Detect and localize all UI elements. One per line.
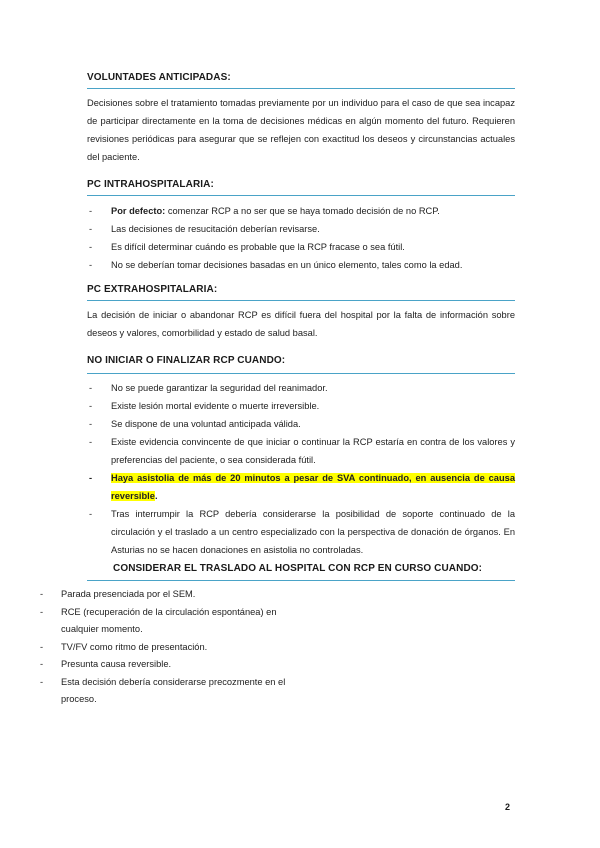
paragraph-voluntades-anticipadas: Decisiones sobre el tratamiento tomadas previamente por un individuo para el caso de que sea incapaz de participar directamente en la toma de decisiones médicas en algún momento del futuro. Requieren revisiones periódicas para asegurar que se reflejen con exactitud los deseos y circunstancias actuales del paciente.: [87, 98, 515, 162]
list-item: [40, 674, 300, 709]
section-rule: [87, 88, 515, 89]
list-no-iniciar-rcp: [87, 379, 515, 559]
heading-pc-intrahospitalaria: PC INTRAHOSPITALARIA:: [87, 179, 214, 190]
bullet-dash: -: [40, 641, 44, 652]
section-rule: [87, 300, 515, 301]
bullet-dash: -: [40, 659, 44, 669]
bullet-dash: -: [89, 224, 93, 234]
list-item-text: Existe evidencia convincente de que iniciar o continuar la RCP estaría en contra de los valores y preferencias del paciente, o sea considerada fútil.: [111, 437, 515, 465]
list-item-text: Parada presenciada por el SEM.: [61, 589, 196, 599]
list-item-text: No se puede garantizar la seguridad del reanimador.: [111, 383, 328, 393]
list-considerar-traslado: [40, 586, 300, 709]
bullet-dash: -: [89, 437, 93, 447]
list-item-text: Esta decisión debería considerarse precozmente en el proceso.: [61, 676, 286, 704]
list-item-text: No se deberían tomar decisiones basadas en un único elemento, tales como la edad.: [111, 260, 463, 270]
list-item-text: Presunta causa reversible.: [61, 659, 172, 669]
section-rule: [87, 195, 515, 196]
section-rule: [87, 373, 515, 374]
highlighted-text: Haya asistolia de más de 20 minutos a pesar de SVA continuado, en ausencia de causa reversible: [111, 473, 515, 501]
list-item: [40, 639, 300, 657]
heading-voluntades-anticipadas: VOLUNTADES ANTICIPADAS:: [87, 72, 231, 83]
bullet-dash: -: [89, 242, 93, 252]
list-item: [87, 505, 515, 559]
page-number: 2: [505, 802, 511, 812]
bullet-dash: -: [89, 383, 93, 393]
list-item: [87, 220, 515, 238]
bullet-dash: -: [89, 401, 93, 411]
list-item-text: Existe lesión mortal evidente o muerte irreversible.: [111, 401, 320, 411]
bullet-dash: -: [89, 260, 93, 270]
bullet-dash: -: [89, 473, 93, 483]
bullet-dash: -: [89, 509, 93, 519]
list-item: [87, 415, 515, 433]
bullet-dash: -: [40, 589, 44, 599]
list-pc-intrahospitalaria: [87, 202, 515, 274]
list-item-text: Tras interrumpir la RCP debería considerarse la posibilidad de soporte continuado de la circulación y el traslado a un centro especializado con la perspectiva de donación de órganos. En Asturias no se hacen donaciones en asistolia no controladas.: [111, 509, 515, 555]
list-item: [87, 379, 515, 397]
list-item-text: comenzar RCP a no ser que se haya tomado decisión de no RCP.: [165, 206, 440, 216]
list-item: [87, 256, 515, 274]
list-item: [87, 238, 515, 256]
list-item: [40, 586, 300, 604]
list-item: [87, 202, 515, 220]
paragraph-pc-extrahospitalaria: La decisión de iniciar o abandonar RCP es difícil fuera del hospital por la falta de información sobre deseos y valores, comorbilidad y estado de salud basal.: [87, 310, 515, 338]
bullet-dash: -: [40, 676, 44, 687]
list-item: [87, 433, 515, 469]
list-item: [40, 656, 300, 674]
list-item-text: Las decisiones de resucitación deberían revisarse.: [111, 224, 320, 234]
list-item-text: RCE (recuperación de la circulación espontánea) en cualquier momento.: [61, 606, 277, 634]
bullet-dash: -: [89, 419, 93, 429]
list-item: [40, 604, 300, 639]
highlight-suffix: .: [154, 491, 158, 501]
heading-no-iniciar-rcp: NO INICIAR O FINALIZAR RCP CUANDO:: [87, 355, 286, 366]
list-item-text: Es difícil determinar cuándo es probable que la RCP fracase o sea fútil.: [111, 242, 405, 252]
list-item-text: Se dispone de una voluntad anticipada válida.: [111, 419, 301, 429]
bullet-dash: -: [40, 606, 44, 617]
bullet-dash: -: [89, 206, 93, 216]
section-rule: [87, 580, 515, 581]
heading-considerar-traslado: CONSIDERAR EL TRASLADO AL HOSPITAL CON RCP EN CURSO CUANDO:: [113, 563, 483, 574]
list-item-text: TV/FV como ritmo de presentación.: [61, 641, 208, 652]
list-item: [87, 397, 515, 415]
list-item-highlighted: [87, 469, 515, 505]
heading-pc-extrahospitalaria: PC EXTRAHOSPITALARIA:: [87, 284, 218, 295]
list-item-bold-label: Por defecto:: [111, 206, 166, 216]
